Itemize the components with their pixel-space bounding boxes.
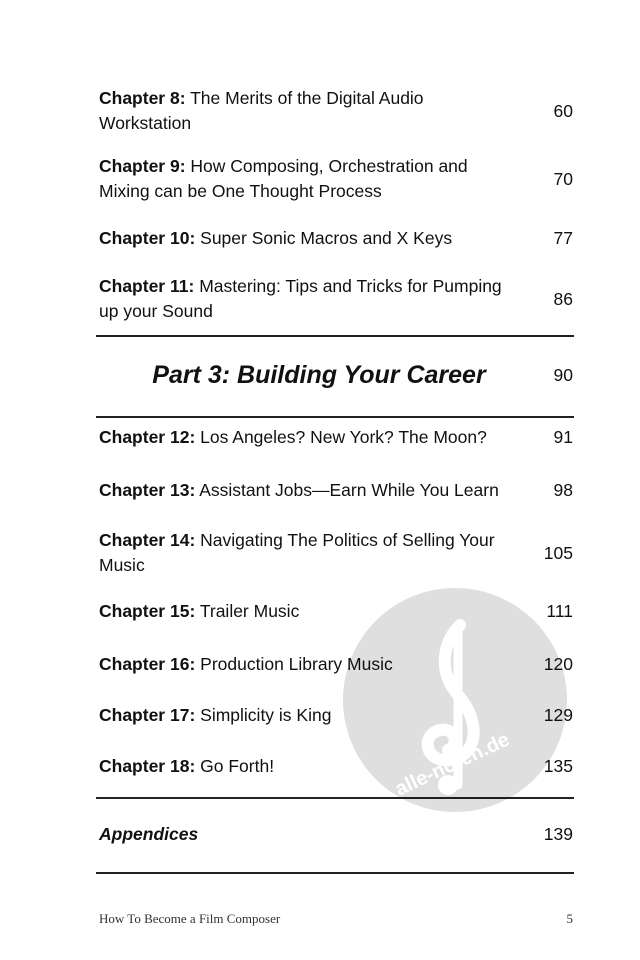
page-number: 129 bbox=[543, 705, 573, 725]
toc-entry-chapter-12[interactable] bbox=[99, 425, 573, 450]
page-number: 70 bbox=[553, 168, 573, 189]
chapter-label: Chapter 15: bbox=[99, 601, 196, 621]
toc-entry-title bbox=[99, 652, 529, 677]
running-footer-title: How To Become a Film Composer bbox=[99, 911, 281, 926]
toc-entry-title bbox=[99, 274, 529, 324]
toc-entry-chapter-10[interactable] bbox=[99, 226, 573, 251]
chapter-label: Chapter 13: bbox=[99, 480, 196, 500]
page-number: 111 bbox=[546, 601, 573, 621]
chapter-title: Assistant Jobs—Earn While You Learn bbox=[199, 480, 499, 500]
divider bbox=[96, 416, 574, 418]
chapter-label: Chapter 16: bbox=[99, 654, 196, 674]
chapter-label: Chapter 12: bbox=[99, 427, 196, 447]
chapter-label: Chapter 9: bbox=[99, 156, 186, 176]
toc-entry-title bbox=[99, 528, 529, 578]
toc-entry-chapter-11[interactable] bbox=[99, 274, 573, 324]
toc-entry-chapter-8[interactable] bbox=[99, 86, 573, 136]
page-number: 135 bbox=[543, 756, 573, 776]
chapter-title: Go Forth! bbox=[200, 756, 275, 776]
divider bbox=[96, 335, 574, 337]
chapter-label: Chapter 8: bbox=[99, 88, 186, 108]
toc-entry-chapter-13[interactable] bbox=[99, 478, 573, 503]
chapter-label: Chapter 11: bbox=[99, 276, 195, 296]
chapter-label: Chapter 18: bbox=[99, 756, 196, 776]
toc-entry-title bbox=[99, 425, 529, 450]
page-footer bbox=[99, 911, 573, 927]
page-number: 86 bbox=[553, 288, 573, 309]
page-number: 90 bbox=[553, 364, 573, 385]
toc-entry-title bbox=[99, 478, 529, 503]
toc-entry-title bbox=[99, 703, 529, 728]
chapter-title: Trailer Music bbox=[199, 601, 300, 621]
page-number: 91 bbox=[553, 427, 573, 447]
page-number: 60 bbox=[553, 100, 573, 121]
chapter-title: Navigating The Politics of Selling Your Music bbox=[99, 530, 495, 575]
toc-part-3[interactable] bbox=[99, 355, 573, 395]
footer-page-number: 5 bbox=[566, 911, 573, 926]
chapter-label: Chapter 17: bbox=[99, 705, 196, 725]
toc-entry-chapter-16[interactable] bbox=[99, 652, 573, 677]
divider bbox=[96, 872, 574, 874]
chapter-title: Simplicity is King bbox=[200, 705, 332, 725]
part-title: Part 3: Building Your Career bbox=[152, 360, 486, 389]
chapter-title: The Merits of the Digital Audio Workstation bbox=[99, 88, 424, 133]
toc-entry-chapter-18[interactable] bbox=[99, 754, 573, 779]
toc-entry-chapter-15[interactable] bbox=[99, 599, 573, 624]
toc-entry-title bbox=[99, 226, 529, 251]
toc-entry-chapter-17[interactable] bbox=[99, 703, 573, 728]
chapter-title: Los Angeles? New York? The Moon? bbox=[200, 427, 487, 447]
chapter-title: Mastering: Tips and Tricks for Pumping up your Sound bbox=[99, 276, 502, 321]
toc-entry-appendices[interactable] bbox=[99, 821, 573, 847]
page-number: 98 bbox=[553, 480, 573, 500]
chapter-label: Chapter 14: bbox=[99, 530, 196, 550]
chapter-title: How Composing, Orchestration and Mixing can be One Thought Process bbox=[99, 156, 468, 201]
divider bbox=[96, 797, 574, 799]
chapter-label: Chapter 10: bbox=[99, 228, 196, 248]
appendices-title: Appendices bbox=[99, 823, 199, 844]
toc-entry-chapter-14[interactable] bbox=[99, 528, 573, 578]
toc-entry-title bbox=[99, 754, 529, 779]
page-number: 139 bbox=[543, 823, 573, 844]
toc-entry-title bbox=[99, 154, 529, 204]
page-number: 105 bbox=[543, 542, 573, 563]
page-number: 77 bbox=[553, 228, 573, 248]
page-number: 120 bbox=[543, 654, 573, 674]
toc-entry-title bbox=[99, 599, 529, 624]
toc-entry-title bbox=[99, 86, 529, 136]
chapter-title: Production Library Music bbox=[200, 654, 393, 674]
toc-entry-chapter-9[interactable] bbox=[99, 154, 573, 204]
watermark-text: alle-noten.de bbox=[391, 728, 514, 801]
chapter-title: Super Sonic Macros and X Keys bbox=[200, 228, 453, 248]
